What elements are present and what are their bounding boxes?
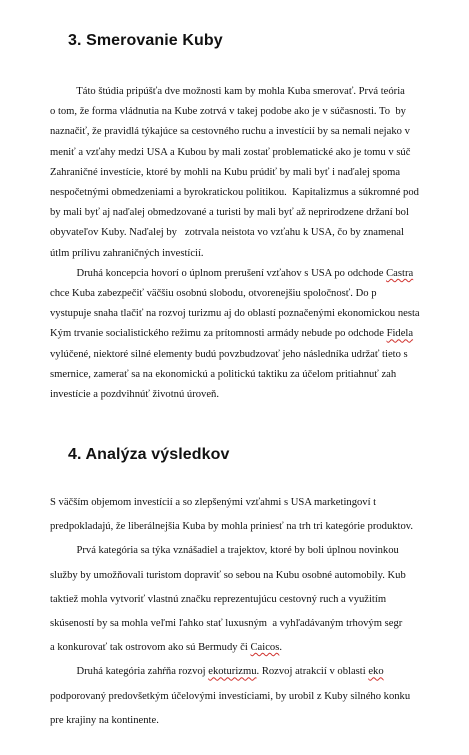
line-text: chce Kuba zabezpečiť väčšiu osobnú slobodu, otvorenejšiu spoločnosť. Do p (50, 288, 377, 299)
section3-line (50, 247, 204, 261)
line-text: Druhá koncepcia hovorí o úplnom prerušení vzťahov s USA po odchode (50, 267, 387, 279)
section3-line (50, 105, 406, 119)
line-text: vystupuje snaha tlačiť na rozvoj turizmu aj do oblastí poznačenými ekonomickou nesta (50, 308, 420, 320)
line-text: naznačiť, že pravidlá týkajúce sa cestovného ruchu a investícií by sa nemali nejako v (50, 126, 410, 138)
line-text: Táto štúdia pripúšťa dve možnosti kam by mohla Kuba smerovať. Prvá teória (50, 86, 405, 97)
line-text: nespočetnými obmedzeniami a byrokratickou politikou. Kapitalizmus a súkromné pod (50, 187, 419, 198)
line-text: o tom, že forma vládnutia na Kube zotrvá v takej podobe ako je v súčasnosti. To by (50, 106, 406, 118)
section3-line (50, 327, 413, 341)
line-text: S väčším objemom investícií a so zlepšenými vzťahmi s USA marketingoví t (50, 497, 377, 508)
line-text: útlm prílivu zahraničných investícií. (50, 247, 204, 259)
section3-line (50, 146, 410, 160)
section4-line (50, 569, 406, 583)
section3-line (50, 85, 405, 99)
line-text: Zahraničné investície, ktoré by mohli na Kubu prúdiť by mali byť i naďalej spoma (50, 166, 401, 178)
section3-line (50, 226, 404, 240)
section-4-heading: 4. Analýza výsledkov (68, 446, 230, 463)
section3-line (50, 186, 419, 200)
line-text: Prvá kategória sa týka vznášadiel a trajektov, ktoré by boli úplnou novinkou (50, 545, 399, 557)
section4-line (50, 665, 384, 679)
line-text: taktiež mohla vytvoriť vlastnú značku reprezentujúcu cestovný ruch a využitím (50, 593, 387, 605)
line-text: pre krajiny na kontinente. (50, 714, 159, 726)
section4-line (50, 690, 410, 704)
spellcheck-flagged-word: Fidela (386, 328, 414, 340)
line-text: . (279, 642, 282, 654)
line-text: a konkurovať tak ostrovom ako sú Bermudy či (50, 642, 251, 654)
section-3-heading: 3. Smerovanie Kuby (68, 32, 223, 49)
line-text: predpokladajú, že liberálnejšia Kuba by mohla priniesť na trh tri kategórie produktov. (50, 521, 414, 533)
line-text: meniť a vzťahy medzi USA a Kubou by mali zostať problematické ako je tomu v súč (50, 146, 411, 158)
line-text: služby by umožňovali turistom dopraviť so sebou na Kubu osobné automobily. Kub (50, 569, 406, 581)
section3-line (50, 125, 410, 139)
section3-line (50, 206, 409, 220)
section3-line (50, 348, 408, 362)
section4-line (50, 593, 386, 607)
section3-line (50, 287, 377, 301)
section4-line (50, 714, 159, 728)
section4-line (50, 496, 376, 510)
section4-line (50, 520, 413, 534)
line-text: by mali byť aj naďalej obmedzované a turisti by mali byť až neprirodzene držaní bol (50, 207, 409, 219)
section3-line (50, 267, 413, 281)
line-text: Kým trvanie socialistického režimu za prítomnosti armády nebude po odchode (50, 328, 387, 340)
spellcheck-flagged-word: Caicos (250, 642, 280, 654)
section4-line (50, 544, 399, 558)
section3-line (50, 307, 420, 321)
section4-line (50, 617, 402, 631)
spellcheck-flagged-word: ekoturizmu (208, 666, 257, 678)
section3-line (50, 166, 400, 180)
line-text: skúseností by sa mohla veľmi ľahko stať luxusným a vyhľadávaným trhovým segr (50, 618, 403, 629)
line-text: podporovaný predovšetkým účelovými investíciami, by urobil z Kuby silného konku (50, 690, 411, 702)
line-text: smernice, zamerať sa na ekonomickú a politickú taktiku za účelom pritiahnuť zah (50, 368, 397, 380)
line-text: Druhá kategória zahŕňa rozvoj (50, 666, 209, 678)
section3-line (50, 388, 219, 402)
section3-line (50, 368, 396, 382)
spellcheck-flagged-word: eko (368, 666, 384, 678)
line-text: investície a pozdvihnúť životnú úroveň. (50, 389, 219, 400)
line-text: obyvateľov Kuby. Naďalej by zotrvala neistota vo vzťahu k USA, čo by znamenal (50, 227, 404, 239)
line-text: . Rozvoj atrakcií v oblasti (256, 666, 369, 678)
line-text: vylúčené, niektoré silné elementy budú povzbudzovať jeho následníka udržať tieto s (50, 348, 408, 360)
spellcheck-flagged-word: Castra (386, 267, 414, 279)
section4-line (50, 641, 282, 655)
